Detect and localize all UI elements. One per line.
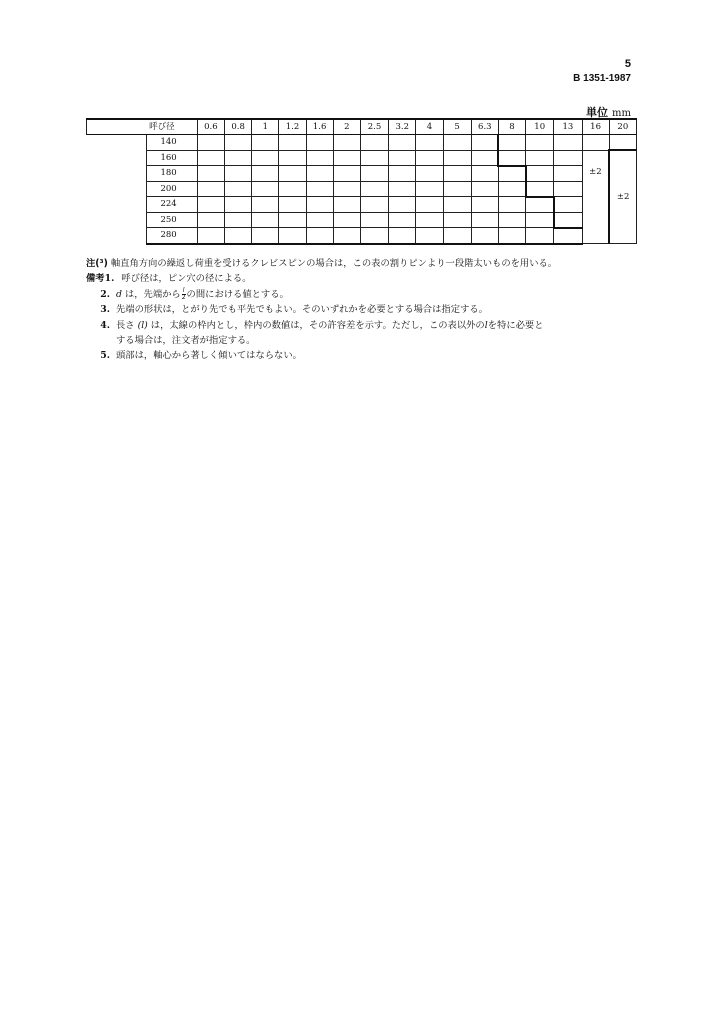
tolerance-cell-20	[609, 150, 636, 244]
note-3	[86, 256, 646, 271]
diameter-header: 2	[333, 119, 360, 135]
length-cell: 200	[147, 181, 197, 197]
remark-4-mid: は，太線の枠内とし，枠内の数値は，その許容差を示す。ただし，この表以外の	[150, 319, 485, 331]
length-cell: 140	[147, 135, 197, 151]
remark-4-continuation	[86, 333, 646, 348]
diameter-header: 13	[554, 119, 582, 135]
table-row	[87, 228, 637, 244]
diameter-header: 0.6	[197, 119, 224, 135]
nominal-diameter-label: 呼び径	[87, 119, 198, 135]
remark-2-pre: は，先端から	[124, 288, 181, 300]
fraction-denominator: 2	[181, 293, 186, 301]
notes-section	[86, 256, 646, 364]
remark-3	[86, 302, 646, 317]
tolerance-20: ±2	[616, 192, 630, 202]
remark-1-number: 1.	[104, 273, 115, 285]
remark-1-text: 呼び径は，ピン穴の径による。	[121, 273, 252, 285]
length-cell: 250	[147, 212, 197, 228]
remark-3-text: 先端の形状は，とがり先でも平先でもよい。そのいずれかを必要とする場合は指定する。	[116, 304, 488, 316]
remark-5-number: 5.	[100, 350, 110, 362]
remark-3-number: 3.	[100, 304, 110, 316]
unit-label-text: 単位	[586, 106, 609, 119]
remark-5-text: 頭部は，軸心から著しく傾いてはならない。	[116, 350, 302, 362]
table-row	[87, 135, 637, 151]
diameter-header: 1.2	[279, 119, 306, 135]
remark-4-post: を特に必要と	[487, 319, 544, 331]
page-number: 5	[624, 58, 631, 70]
remark-4-l2: l	[484, 319, 488, 331]
length-cell: 280	[147, 228, 197, 244]
diameter-header: 1	[252, 119, 279, 135]
remark-5	[86, 348, 646, 363]
diameter-header: 3.2	[389, 119, 416, 135]
note-3-text: 軸直角方向の繰返し荷重を受けるクレビスピンの場合は，この表の割りピンより一段階太いものを用いる。	[110, 258, 558, 269]
remarks-label: 備考	[86, 273, 105, 285]
diameter-header: 1.6	[306, 119, 333, 135]
table-row	[87, 150, 637, 166]
remark-4	[86, 318, 646, 333]
table-row	[87, 181, 637, 197]
diameter-header: 0.8	[225, 119, 252, 135]
fraction-numerator: l	[182, 286, 185, 294]
remark-4-cont: する場合は，注文者が指定する。	[116, 335, 256, 347]
remark-2-post: の間における値とする。	[186, 288, 289, 300]
unit-value: mm	[612, 108, 631, 119]
remark-2-number: 2.	[100, 288, 110, 300]
table-row	[87, 166, 637, 182]
fraction-l-over-2	[182, 288, 186, 301]
diameter-header: 10	[526, 119, 554, 135]
standard-number: B 1351-1987	[573, 73, 631, 84]
remark-4-number: 4.	[100, 319, 110, 331]
remark-4-l: (l)	[137, 319, 148, 331]
remark-1	[86, 271, 646, 286]
table-header-row	[87, 119, 637, 135]
table-row-stub	[87, 135, 147, 244]
diameter-header: 16	[582, 119, 609, 135]
table-row	[87, 212, 637, 228]
tolerance-cell-16	[582, 150, 609, 244]
remark-4-pre: 長さ	[116, 319, 135, 331]
diameter-header: 5	[443, 119, 471, 135]
remark-2-d: d	[116, 288, 122, 300]
length-cell: 224	[147, 197, 197, 213]
table-row	[87, 197, 637, 213]
diameter-header: 20	[609, 119, 636, 135]
note-3-label: 注(³)	[86, 258, 108, 269]
diameter-header: 8	[498, 119, 525, 135]
diameter-header: 6.3	[471, 119, 498, 135]
length-cell: 180	[147, 166, 197, 182]
diameter-header: 2.5	[360, 119, 388, 135]
remark-2	[86, 287, 646, 302]
diameter-header: 4	[416, 119, 443, 135]
split-pin-size-table	[86, 118, 637, 245]
length-cell: 160	[147, 150, 197, 166]
tolerance-16: ±2	[589, 166, 602, 177]
